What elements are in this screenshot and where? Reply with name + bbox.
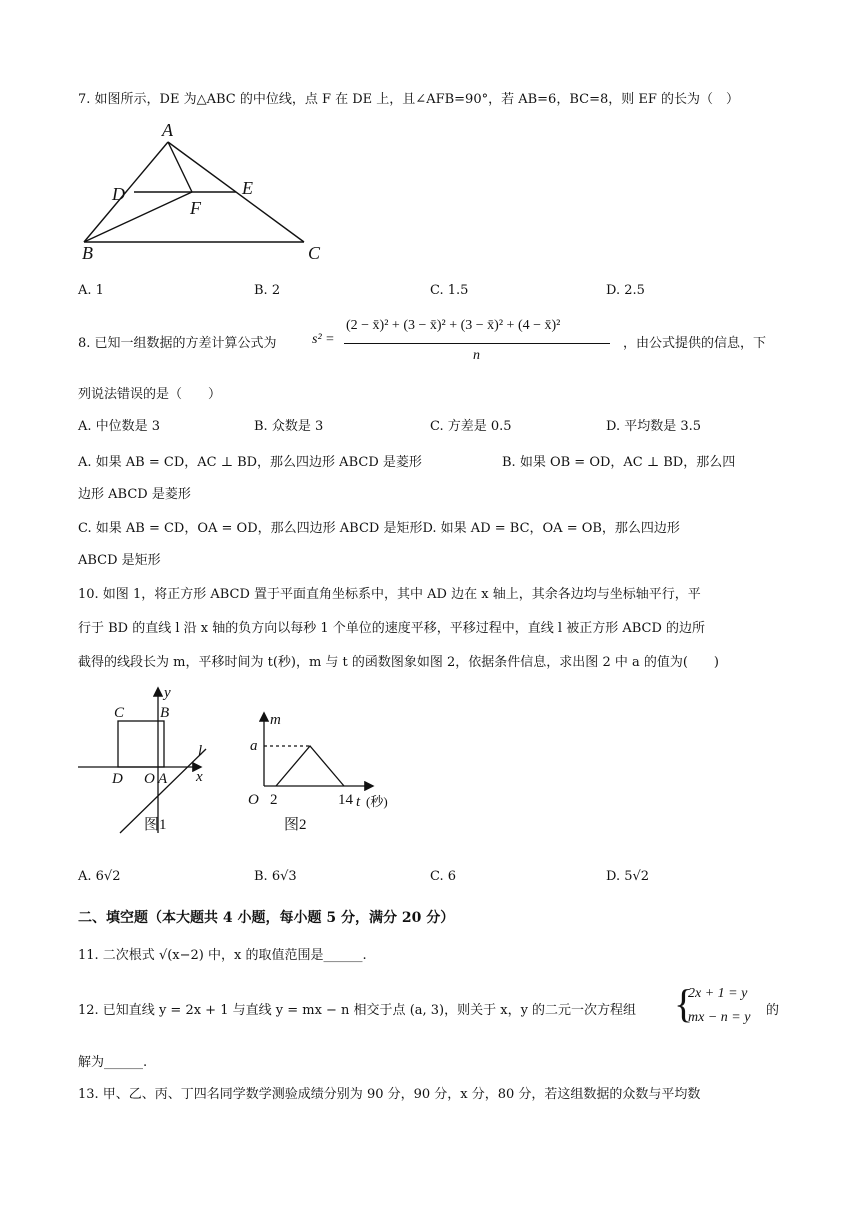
q8-s2: s² = bbox=[312, 332, 335, 347]
square-abcd bbox=[118, 721, 164, 767]
fig1-label-a: A bbox=[158, 771, 168, 787]
q9-option-a: A. 如果 AB = CD，AC ⊥ BD，那么四边形 ABCD 是菱形 bbox=[78, 455, 422, 470]
fig1-label-o: O bbox=[144, 771, 155, 787]
q12-eq1: 2x + 1 = y bbox=[688, 986, 748, 1001]
q8-tail: ，由公式提供的信息，下 bbox=[623, 336, 767, 351]
q8-option-d: D. 平均数是 3.5 bbox=[606, 419, 702, 434]
fig1-label-x: x bbox=[196, 769, 203, 785]
fig2-unit: (秒) bbox=[366, 794, 388, 809]
fig2-label-a: a bbox=[250, 738, 258, 754]
q7-text: 7. 如图所示，DE 为△ABC 的中位线，点 F 在 DE 上，且∠AFB=90°，若 AB=6，BC=8，则 EF 的长为（ ） bbox=[78, 92, 740, 107]
label-e: E bbox=[242, 178, 253, 198]
fig2-tick-2: 2 bbox=[270, 792, 278, 808]
q10-line2: 行于 BD 的直线 l 沿 x 轴的负方向以每秒 1 个单位的速度平移，平移过程中，直线 l 被正方形 ABCD 的边所 bbox=[78, 621, 706, 636]
fig2-tick-14: 14 bbox=[338, 792, 353, 808]
fig1-label-d: D bbox=[112, 771, 123, 787]
q7-triangle-figure bbox=[70, 118, 340, 268]
line-af bbox=[168, 142, 192, 192]
q9-option-b-cont: 边形 ABCD 是菱形 bbox=[78, 487, 191, 502]
q12-tail: 的 bbox=[766, 1003, 780, 1018]
line-bf bbox=[84, 192, 192, 242]
q10-line3: 截得的线段长为 m，平移时间为 t(秒)，m 与 t 的函数图象如图 2，依据条件信息，求出图 2 中 a 的值为( ) bbox=[78, 655, 720, 670]
m-t-graph bbox=[276, 746, 344, 786]
fig2-label-m: m bbox=[270, 712, 281, 728]
q12-line2: 解为______. bbox=[78, 1055, 148, 1070]
q13-text: 13. 甲、乙、丙、丁四名同学数学测验成绩分别为 90 分，90 分，x 分，80 分，若这组数据的众数与平均数 bbox=[78, 1087, 701, 1102]
q8-lead: 8. 已知一组数据的方差计算公式为 bbox=[78, 336, 277, 351]
q7-option-a: A. 1 bbox=[78, 283, 104, 298]
fig1-label-b: B bbox=[160, 705, 170, 721]
label-b: B bbox=[82, 243, 93, 263]
q8-option-b: B. 众数是 3 bbox=[254, 419, 324, 434]
label-a: A bbox=[162, 120, 173, 140]
section-2-heading: 二、填空题（本大题共 4 小题，每小题 5 分，满分 20 分） bbox=[78, 910, 455, 926]
fig1-label-l: l bbox=[198, 743, 203, 759]
q12-line1: 12. 已知直线 y = 2x + 1 与直线 y = mx − n 相交于点 (a, 3)，则关于 x，y 的二元一次方程组 bbox=[78, 1003, 637, 1018]
q8-option-a: A. 中位数是 3 bbox=[78, 419, 161, 434]
q10-line1: 10. 如图 1，将正方形 ABCD 置于平面直角坐标系中，其中 AD 边在 x 轴上，其余各边均与坐标轴平行，平 bbox=[78, 587, 701, 602]
q8-fraction-bar bbox=[344, 343, 610, 344]
q10-option-d: D. 5√2 bbox=[606, 869, 650, 884]
fig1-label-c: C bbox=[114, 705, 125, 721]
q12-brace: { bbox=[674, 981, 694, 1026]
q8-option-c: C. 方差是 0.5 bbox=[430, 419, 512, 434]
fig2-label-t: t bbox=[356, 794, 361, 810]
fig2-label-o: O bbox=[248, 792, 259, 808]
q10-figure2 bbox=[244, 710, 404, 843]
q10-option-a: A. 6√2 bbox=[78, 869, 121, 884]
fig2-caption: 图2 bbox=[284, 817, 307, 833]
q9-option-c-d: C. 如果 AB = CD，OA = OD，那么四边形 ABCD 是矩形D. 如果 AD = BC，OA = OB，那么四边形 bbox=[78, 521, 680, 536]
label-c: C bbox=[308, 243, 321, 263]
q10-option-c: C. 6 bbox=[430, 869, 457, 884]
label-d: D bbox=[112, 184, 125, 204]
q7-option-c: C. 1.5 bbox=[430, 283, 469, 298]
q8-line2: 列说法错误的是（ ） bbox=[78, 387, 222, 402]
q9-option-d-cont: ABCD 是矩形 bbox=[78, 553, 161, 568]
q9-option-b: B. 如果 OB = OD，AC ⊥ BD，那么四 bbox=[502, 455, 736, 470]
q11-text: 11. 二次根式 √(x−2) 中，x 的取值范围是______. bbox=[78, 948, 367, 963]
q8-numerator: (2 − x̄)² + (3 − x̄)² + (3 − x̄)² + (4 − x̄)² bbox=[346, 318, 561, 333]
q8-denominator: n bbox=[473, 348, 480, 363]
q12-eq2: mx − n = y bbox=[688, 1010, 751, 1025]
q10-figure1 bbox=[74, 683, 224, 843]
fig1-label-y: y bbox=[164, 685, 171, 701]
fig1-caption: 图1 bbox=[144, 817, 167, 833]
q10-option-b: B. 6√3 bbox=[254, 869, 297, 884]
label-f: F bbox=[190, 198, 201, 218]
q7-option-b: B. 2 bbox=[254, 283, 281, 298]
q7-option-d: D. 2.5 bbox=[606, 283, 645, 298]
